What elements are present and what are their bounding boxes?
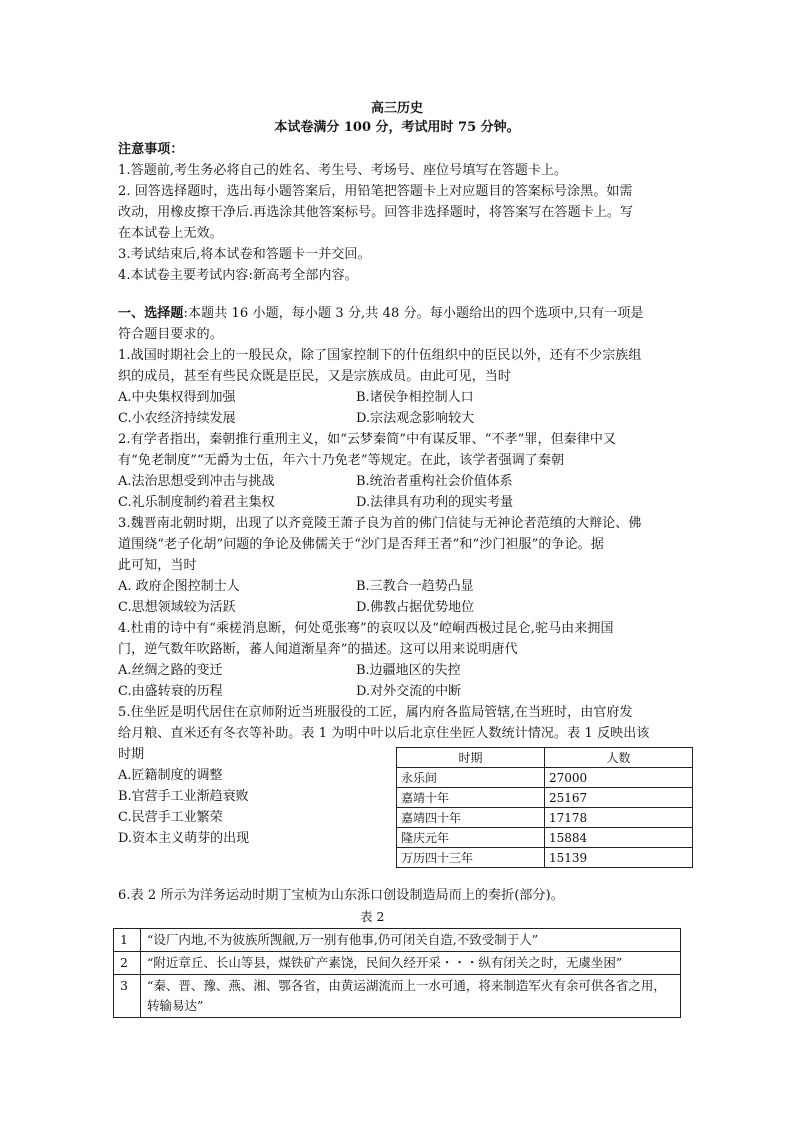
exam-title: 高三历史 <box>370 101 423 116</box>
table-cell: 3 <box>114 975 141 1018</box>
question-4-option-c[interactable]: C.由盛转衰的历程 <box>118 684 223 699</box>
question-2-option-b[interactable]: B.统治者重构社会价值体系 <box>356 474 513 489</box>
table-header-cell: 人数 <box>545 748 693 768</box>
section-heading: 一、选择题 <box>118 306 184 321</box>
question-1-option-d[interactable]: D.宗法观念影响较大 <box>356 411 475 426</box>
question-1-stem: 1.战国时期社会上的一般民众，除了国家控制下的什伍组织中的臣民以外，还有不少宗族组 <box>118 348 642 363</box>
question-3-stem: 此可知，当时 <box>118 558 197 573</box>
question-4-option-d[interactable]: D.对外交流的中断 <box>356 684 462 699</box>
question-3-option-d[interactable]: D.佛教占据优势地位 <box>356 600 475 615</box>
table-cell: 嘉靖十年 <box>397 788 545 808</box>
question-1-option-a[interactable]: A.中央集权得到加强 <box>118 390 236 405</box>
table-row <box>397 768 693 788</box>
question-2-option-a[interactable]: A.法治思想受到冲击与挑战 <box>118 474 275 489</box>
table-header-row <box>397 748 693 768</box>
question-5-option-a[interactable]: A.匠籍制度的调整 <box>118 768 223 783</box>
question-3-option-b[interactable]: B.三教合一趋势凸显 <box>356 579 474 594</box>
question-1-option-c[interactable]: C.小农经济持续发展 <box>118 411 236 426</box>
table-row <box>397 828 693 848</box>
table-1 <box>396 747 693 868</box>
question-4-option-b[interactable]: B.边疆地区的失控 <box>356 663 461 678</box>
notice-heading: 注意事项： <box>118 142 184 157</box>
section-intro <box>118 304 644 324</box>
table-2-caption: 表 2 <box>360 909 385 924</box>
question-4-stem: 门，逆气数年吹路断，蕃人闻道渐星奔”的描述。这可以用来说明唐代 <box>118 642 518 657</box>
table-cell: 万历四十三年 <box>397 848 545 868</box>
question-5-option-b[interactable]: B.官营手工业渐趋衰败 <box>118 789 249 804</box>
notice-line: 4.本试卷主要考试内容:新高考全部内容。 <box>118 268 358 283</box>
question-2-stem: 2.有学者指出，秦朝推行重刑主义，如“云梦秦简”中有谋反罪、“不孝”罪，但秦律中又 <box>118 432 617 447</box>
table-2 <box>113 928 681 1018</box>
exam-header <box>0 100 794 138</box>
notice-line: 改动，用橡皮擦干净后.再选涂其他答案标号。回答非选择题时，将答案写在答题卡上。写 <box>118 205 634 220</box>
table-row <box>114 952 681 975</box>
table-row <box>114 975 681 1018</box>
question-5-option-d[interactable]: D.资本主义萌芽的出现 <box>118 831 250 846</box>
section-intro-text: :本题共 16 小题，每小题 3 分,共 48 分。每小题给出的四个选项中,只有一项是 <box>183 306 644 321</box>
question-3-option-c[interactable]: C.思想领域较为活跃 <box>118 600 236 615</box>
question-5-stem: 给月粮、直米还有冬衣等补助。表 1 为明中叶以后北京住坐匠人数统计情况。表 1 反映出该 <box>118 726 650 741</box>
notice-line: 2. 回答选择题时，选出每小题答案后，用铅笔把答题卡上对应题目的答案标号涂黑。如需 <box>118 184 633 199</box>
question-5-stem: 时期 <box>118 747 145 762</box>
table-cell: “设厂内地,不为彼族所觊觎,万一别有他事,仍可闭关自造,不致受制于人” <box>141 929 681 952</box>
table-cell: 1 <box>114 929 141 952</box>
table-cell: 25167 <box>545 788 693 808</box>
question-3-stem: 道围绕“老子化胡”问题的争论及佛儒关于“沙门是否拜王者”和“沙门袒服”的争论。据 <box>118 537 604 552</box>
table-cell: “秦、晋、豫、燕、湘、鄂各省，由黄运湖流而上一水可通，将来制造军火有余可供各省之用，转输易达” <box>141 975 681 1018</box>
question-3-option-a[interactable]: A. 政府企图控制士人 <box>118 579 240 594</box>
table-cell: 2 <box>114 952 141 975</box>
table-cell: “附近章丘、长山等县，煤铁矿产素饶，民间久经开采・・・纵有闭关之时，无虞坐困” <box>141 952 681 975</box>
notice-line: 3.考试结束后,将本试卷和答题卡一并交回。 <box>118 247 371 262</box>
question-4-option-a[interactable]: A.丝绸之路的变迁 <box>118 663 223 678</box>
table-row <box>397 808 693 828</box>
question-5-option-c[interactable]: C.民营手工业繁荣 <box>118 810 223 825</box>
table-cell: 27000 <box>545 768 693 788</box>
table-cell: 隆庆元年 <box>397 828 545 848</box>
table-cell: 15884 <box>545 828 693 848</box>
table-cell: 永乐间 <box>397 768 545 788</box>
question-3-stem: 3.魏晋南北朝时期，出现了以齐竟陵王萧子良为首的佛门信徒与无神论者范缜的大辩论、佛 <box>118 516 642 531</box>
table-cell: 15139 <box>545 848 693 868</box>
question-2-option-c[interactable]: C.礼乐制度制约着君主集权 <box>118 495 275 510</box>
question-2-stem: 有“免老制度”“无爵为士伍，年六十乃免老”等规定。在此，该学者强调了秦朝 <box>118 453 565 468</box>
question-2-option-d[interactable]: D.法律具有功利的现实考量 <box>356 495 514 510</box>
question-5-stem: 5.住坐匠是明代居住在京师附近当班服役的工匠，属内府各监局管辖,在当班时，由官府发 <box>118 705 633 720</box>
table-row <box>397 848 693 868</box>
table-cell: 17178 <box>545 808 693 828</box>
exam-subtitle: 本试卷满分 100 分，考试用时 75 分钟。 <box>274 120 520 135</box>
question-6-stem: 6.表 2 所示为洋务运动时期丁宝桢为山东泺口创设制造局而上的奏折(部分)。 <box>118 888 564 903</box>
question-1-option-b[interactable]: B.诸侯争相控制人口 <box>356 390 474 405</box>
notice-line: 在本试卷上无效。 <box>118 226 223 241</box>
table-header-cell: 时期 <box>397 748 545 768</box>
table-row <box>397 788 693 808</box>
table-cell: 嘉靖四十年 <box>397 808 545 828</box>
question-1-stem: 织的成员，甚至有些民众既是臣民，又是宗族成员。由此可见，当时 <box>118 369 512 384</box>
section-intro-cont: 符合题目要求的。 <box>118 327 223 342</box>
question-4-stem: 4.杜甫的诗中有“乘槎消息断，何处觅张骞”的哀叹以及“崆峒西极过昆仑,驼马由来拥国 <box>118 621 614 636</box>
notice-line: 1.答题前,考生务必将自己的姓名、考生号、考场号、座位号填写在答题卡上。 <box>118 163 568 178</box>
table-row <box>114 929 681 952</box>
